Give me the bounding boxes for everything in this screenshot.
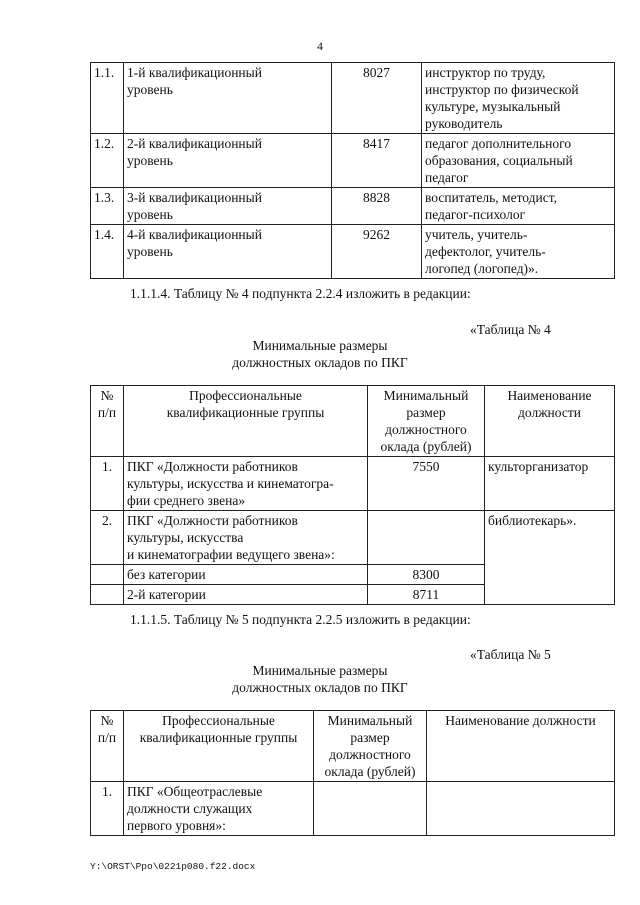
salary-amount: 8711 (368, 585, 485, 605)
empty-cell (91, 585, 124, 605)
row-number: 1.3. (91, 188, 124, 225)
table-4 (90, 385, 615, 605)
salary-amount: 7550 (368, 457, 485, 511)
row-number: 1.4. (91, 225, 124, 279)
header-number: № п/п (91, 386, 124, 457)
table-row (91, 225, 615, 279)
row-number: 1.1. (91, 63, 124, 134)
table5-title: Минимальные размеры должностных окладов по ПКГ (232, 663, 408, 695)
salary-amount: 8417 (332, 134, 422, 188)
category-label: 2-й категории (124, 585, 368, 605)
qualification-level: 1-й квалификационный уровень (124, 63, 332, 134)
header-amount: Минимальный размер должностного оклада (рублей) (368, 386, 485, 457)
salary-amount: 8027 (332, 63, 422, 134)
header-number: № п/п (91, 711, 124, 782)
table4-title: Минимальные размеры должностных окладов по ПКГ (232, 338, 408, 370)
table5-label: «Таблица № 5 (470, 647, 551, 662)
salary-amount: 8300 (368, 565, 485, 585)
group-name: ПКГ «Должности работников культуры, искусства и кинематографии ведущего звена»: (124, 511, 368, 565)
table-row (91, 63, 615, 134)
table-row (91, 511, 615, 565)
table-header-row (91, 386, 615, 457)
group-name: ПКГ «Должности работников культуры, искусства и кинематогра- фии среднего звена» (124, 457, 368, 511)
salary-amount: 8828 (332, 188, 422, 225)
qualification-level: 2-й квалификационный уровень (124, 134, 332, 188)
header-amount: Минимальный размер должностного оклада (рублей) (314, 711, 427, 782)
qualification-level: 4-й квалификационный уровень (124, 225, 332, 279)
row-number: 1.2. (91, 134, 124, 188)
table-5 (90, 710, 615, 836)
page-number: 4 (317, 39, 323, 53)
paragraph-table4-instruction: 1.1.1.4. Таблицу № 4 подпункта 2.2.4 изложить в редакции: (130, 286, 471, 301)
header-position: Наименование должности (427, 711, 615, 782)
header-group: Профессиональные квалификационные группы (124, 386, 368, 457)
position-names: педагог дополнительного образования, социальный педагог (422, 134, 615, 188)
row-number: 1. (91, 782, 124, 836)
group-name: ПКГ «Общеотраслевые должности служащих первого уровня»: (124, 782, 314, 836)
empty-cell (91, 565, 124, 585)
salary-amount: 9262 (332, 225, 422, 279)
position-names: воспитатель, методист, педагог-психолог (422, 188, 615, 225)
table-row (91, 782, 615, 836)
table-row (91, 134, 615, 188)
paragraph-table5-instruction: 1.1.1.5. Таблицу № 5 подпункта 2.2.5 изложить в редакции: (130, 612, 471, 627)
salary-amount-empty (368, 511, 485, 565)
position-names: инструктор по труду, инструктор по физической культуре, музыкальный руководитель (422, 63, 615, 134)
position-names: учитель, учитель- дефектолог, учитель- логопед (логопед)». (422, 225, 615, 279)
row-number: 1. (91, 457, 124, 511)
salary-amount-empty (314, 782, 427, 836)
header-group: Профессиональные квалификационные группы (124, 711, 314, 782)
table4-label: «Таблица № 4 (470, 322, 551, 337)
row-number: 2. (91, 511, 124, 565)
position-name: культорганизатор (485, 457, 615, 511)
footer-file-path: Y:\ORST\Ppo\0221p080.f22.docx (90, 861, 256, 872)
qualification-level: 3-й квалификационный уровень (124, 188, 332, 225)
table-qualification-levels (90, 62, 615, 279)
table-row (91, 188, 615, 225)
position-name: библиотекарь». (485, 511, 615, 605)
table-row (91, 457, 615, 511)
position-name-empty (427, 782, 615, 836)
header-position: Наименование должности (485, 386, 615, 457)
category-label: без категории (124, 565, 368, 585)
table-header-row (91, 711, 615, 782)
